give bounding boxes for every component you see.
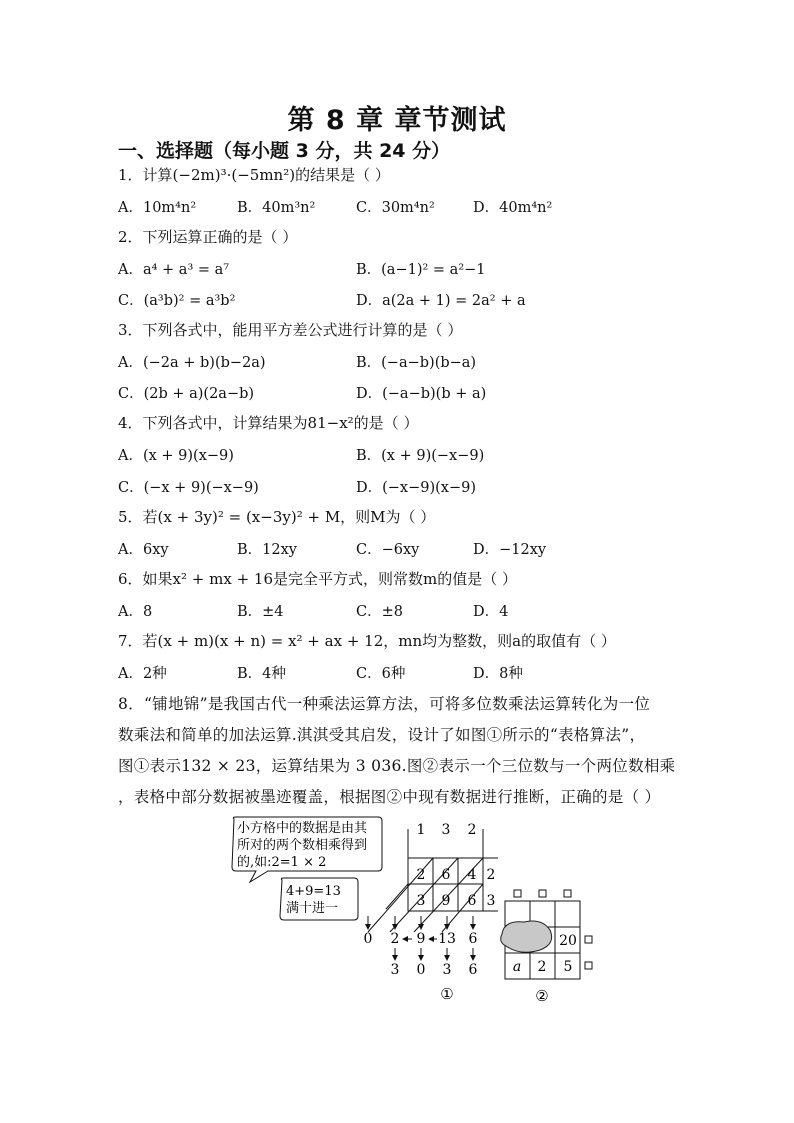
page-title: 第 8 章 章节测试	[287, 105, 507, 136]
q6-option-b: B．±4	[237, 604, 284, 620]
fig2-cell-2: 2	[537, 959, 547, 975]
q3-option-c: C．(2b + a)(2a−b)	[118, 386, 255, 402]
fig1-result-3: 3	[442, 962, 452, 978]
fig1-right-digit-1: 2	[486, 867, 496, 883]
figure-q8	[228, 812, 608, 1012]
q3-option-d: D．(−a−b)(b + a)	[356, 386, 487, 402]
q2-option-b: B．(a−1)² = a²−1	[356, 262, 486, 278]
q6-option-d: D．4	[473, 604, 509, 620]
q5-option-c: C．−6xy	[356, 542, 420, 558]
fig1-result-4: 6	[468, 962, 478, 978]
fig1-sum-2: 2	[390, 931, 400, 947]
q4-option-a: A．(x + 9)(x−9)	[118, 448, 234, 464]
note1-line3: 的,如:2=1 × 2	[237, 855, 327, 870]
question-7-stem: 7．若(x + m)(x + n) = x² + ax + 12，mn均为整数，则a的取值有（ ）	[118, 632, 616, 650]
fig1-row1-cell-1: 2	[416, 867, 426, 883]
q7-option-c: C．6种	[356, 666, 406, 682]
question-3-stem: 3．下列各式中，能用平方差公式进行计算的是（ ）	[118, 321, 463, 339]
q1-option-b: B．40m³n²	[237, 200, 316, 216]
fig1-right-digit-2: 3	[486, 893, 496, 909]
question-8-line-1: 8．“铺地锦”是我国古代一种乘法运算方法，可将多位数乘法运算转化为一位	[118, 695, 651, 713]
note2-line2: 满十进一	[286, 901, 339, 916]
q5-option-d: D．−12xy	[473, 542, 547, 558]
question-1-stem: 1．计算(−2m)³·(−5mn²)的结果是（ ）	[118, 166, 390, 184]
question-4-stem: 4．下列各式中，计算结果为81−x²的是（ ）	[118, 414, 419, 432]
q5-option-a: A．6xy	[118, 542, 169, 558]
fig1-row2-cell-1: 3	[416, 893, 426, 909]
q6-option-a: A．8	[118, 604, 153, 620]
fig1-row2-cell-2: 9	[441, 893, 451, 909]
q2-option-a: A．a⁴ + a³ = a⁷	[118, 262, 230, 278]
q4-option-d: D．(−x−9)(x−9)	[356, 480, 477, 496]
q7-option-a: A．2种	[118, 666, 167, 682]
q2-option-d: D．a(2a + 1) = 2a² + a	[356, 293, 526, 309]
fig1-sum-3: 9	[416, 931, 426, 947]
question-6-stem: 6．如果x² + mx + 16是完全平方式，则常数m的值是（ ）	[118, 570, 517, 588]
question-8-line-4: ，表格中部分数据被墨迹覆盖，根据图②中现有数据进行推断，正确的是（ ）	[118, 788, 661, 806]
q5-option-b: B．12xy	[237, 542, 297, 558]
fig2-cell-20: 20	[559, 933, 577, 949]
fig1-result-2: 0	[416, 962, 426, 978]
q7-option-b: B．4种	[237, 666, 286, 682]
figure-1-grid	[368, 829, 498, 932]
fig1-sum-4: 13	[438, 931, 456, 947]
question-8-line-3: 图①表示132 × 23，运算结果为 3 036.图②表示一个三位数与一个两位数相乘	[118, 757, 676, 775]
figure-2-label: ②	[535, 987, 549, 1005]
ink-blot	[501, 921, 552, 952]
q2-option-c: C．(a³b)² = a³b²	[118, 293, 236, 309]
question-8-line-2: 数乘法和简单的加法运算.淇淇受其启发，设计了如图①所示的“表格算法”，	[118, 726, 646, 744]
fig1-top-digit-2: 3	[441, 822, 451, 838]
fig1-top-digit-3: 2	[467, 822, 477, 838]
q1-option-a: A．10m⁴n²	[118, 200, 197, 216]
figure-1-label: ①	[440, 985, 454, 1003]
fig1-top-digit-1: 1	[416, 822, 426, 838]
fig1-row1-cell-2: 6	[441, 867, 451, 883]
q3-option-a: A．(−2a + b)(b−2a)	[118, 355, 266, 371]
q1-option-d: D．40m⁴n²	[473, 200, 553, 216]
fig2-cell-5: 5	[563, 959, 573, 975]
note2-line1: 4+9=13	[286, 884, 341, 899]
fig1-sum-1: 0	[363, 931, 373, 947]
q3-option-b: B．(−a−b)(b−a)	[356, 355, 477, 371]
fig1-sum-5: 6	[468, 931, 478, 947]
fig1-row2-cell-3: 6	[467, 893, 477, 909]
fig1-result-1: 3	[390, 962, 400, 978]
q7-option-d: D．8种	[473, 666, 523, 682]
fig2-cell-a: a	[512, 959, 522, 975]
question-2-stem: 2．下列运算正确的是（ ）	[118, 228, 298, 246]
q1-option-c: C．30m⁴n²	[356, 200, 435, 216]
q4-option-b: B．(x + 9)(−x−9)	[356, 448, 485, 464]
fig1-row1-cell-3: 4	[467, 867, 477, 883]
q6-option-c: C．±8	[356, 604, 403, 620]
q4-option-c: C．(−x + 9)(−x−9)	[118, 480, 259, 496]
question-5-stem: 5．若(x + 3y)² = (x−3y)² + M，则M为（ ）	[118, 508, 436, 526]
note1-line2: 所对的两个数相乘得到	[237, 838, 368, 853]
section-heading: 一、选择题（每小题 3 分，共 24 分）	[118, 140, 451, 162]
note1-line1: 小方格中的数据是由其	[237, 821, 368, 836]
